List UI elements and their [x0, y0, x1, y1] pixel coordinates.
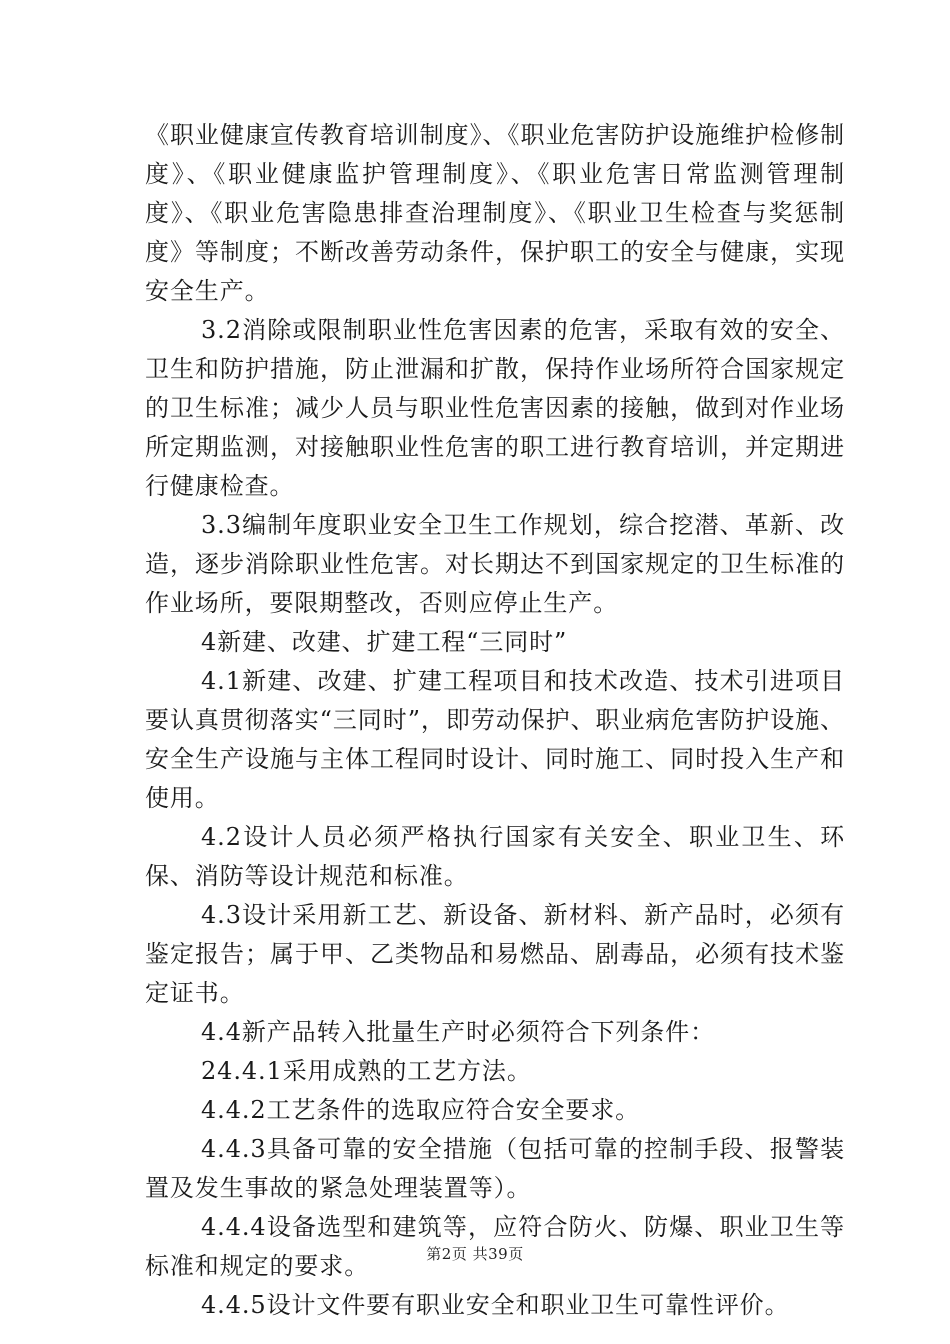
document-body [145, 116, 845, 1325]
paragraph: 《职业健康宣传教育培训制度》、《职业危害防护设施维护检修制度》、《职业健康监护管理制度》、《职业危害日常监测管理制度》、《职业危害隐患排查治理制度》、《职业卫生检查与奖惩制度》等制度；不断改善劳动条件，保护职工的安全与健康，实现安全生产。 [145, 121, 845, 305]
footer-middle: 页 共 [451, 1245, 489, 1263]
footer-prefix: 第 [426, 1245, 442, 1263]
footer-suffix: 页 [508, 1245, 524, 1263]
paragraph: 24.4.1采用成熟的工艺方法。 [201, 1057, 532, 1085]
paragraph: 4.4.4设备选型和建筑等，应符合防火、防爆、职业卫生等标准和规定的要求。 [145, 1213, 845, 1280]
total-page-count: 39 [488, 1245, 509, 1263]
paragraph: 4.2设计人员必须严格执行国家有关安全、职业卫生、环保、消防等设计规范和标准。 [145, 823, 845, 890]
paragraph: 4.4.3具备可靠的安全措施（包括可靠的控制手段、报警装置及发生事故的紧急处理装置等）。 [145, 1135, 845, 1202]
section-heading: 4新建、改建、扩建工程“三同时” [201, 628, 568, 656]
page-footer [0, 1243, 950, 1264]
paragraph: 4.4.2工艺条件的选取应符合安全要求。 [201, 1096, 641, 1124]
paragraph: 3.3编制年度职业安全卫生工作规划，综合挖潜、革新、改造，逐步消除职业性危害。对长期达不到国家规定的卫生标准的作业场所，要限期整改，否则应停止生产。 [145, 511, 845, 617]
paragraph: 4.1新建、改建、扩建工程项目和技术改造、技术引进项目要认真贯彻落实“三同时”，即劳动保护、职业病危害防护设施、安全生产设施与主体工程同时设计、同时施工、同时投入生产和使用。 [145, 667, 845, 812]
current-page-number: 2 [441, 1245, 452, 1263]
paragraph: 3.2消除或限制职业性危害因素的危害，采取有效的安全、卫生和防护措施，防止泄漏和扩散，保持作业场所符合国家规定的卫生标准；减少人员与职业性危害因素的接触，做到对作业场所定期监测，对接触职业性危害的职工进行教育培训，并定期进行健康检查。 [145, 316, 845, 500]
paragraph: 4.3设计采用新工艺、新设备、新材料、新产品时，必须有鉴定报告；属于甲、乙类物品和易燃品、剧毒品，必须有技术鉴定证书。 [145, 901, 845, 1007]
paragraph: 4.4.5设计文件要有职业安全和职业卫生可靠性评价。 [201, 1291, 790, 1319]
paragraph: 4.4新产品转入批量生产时必须符合下列条件： [201, 1018, 715, 1046]
